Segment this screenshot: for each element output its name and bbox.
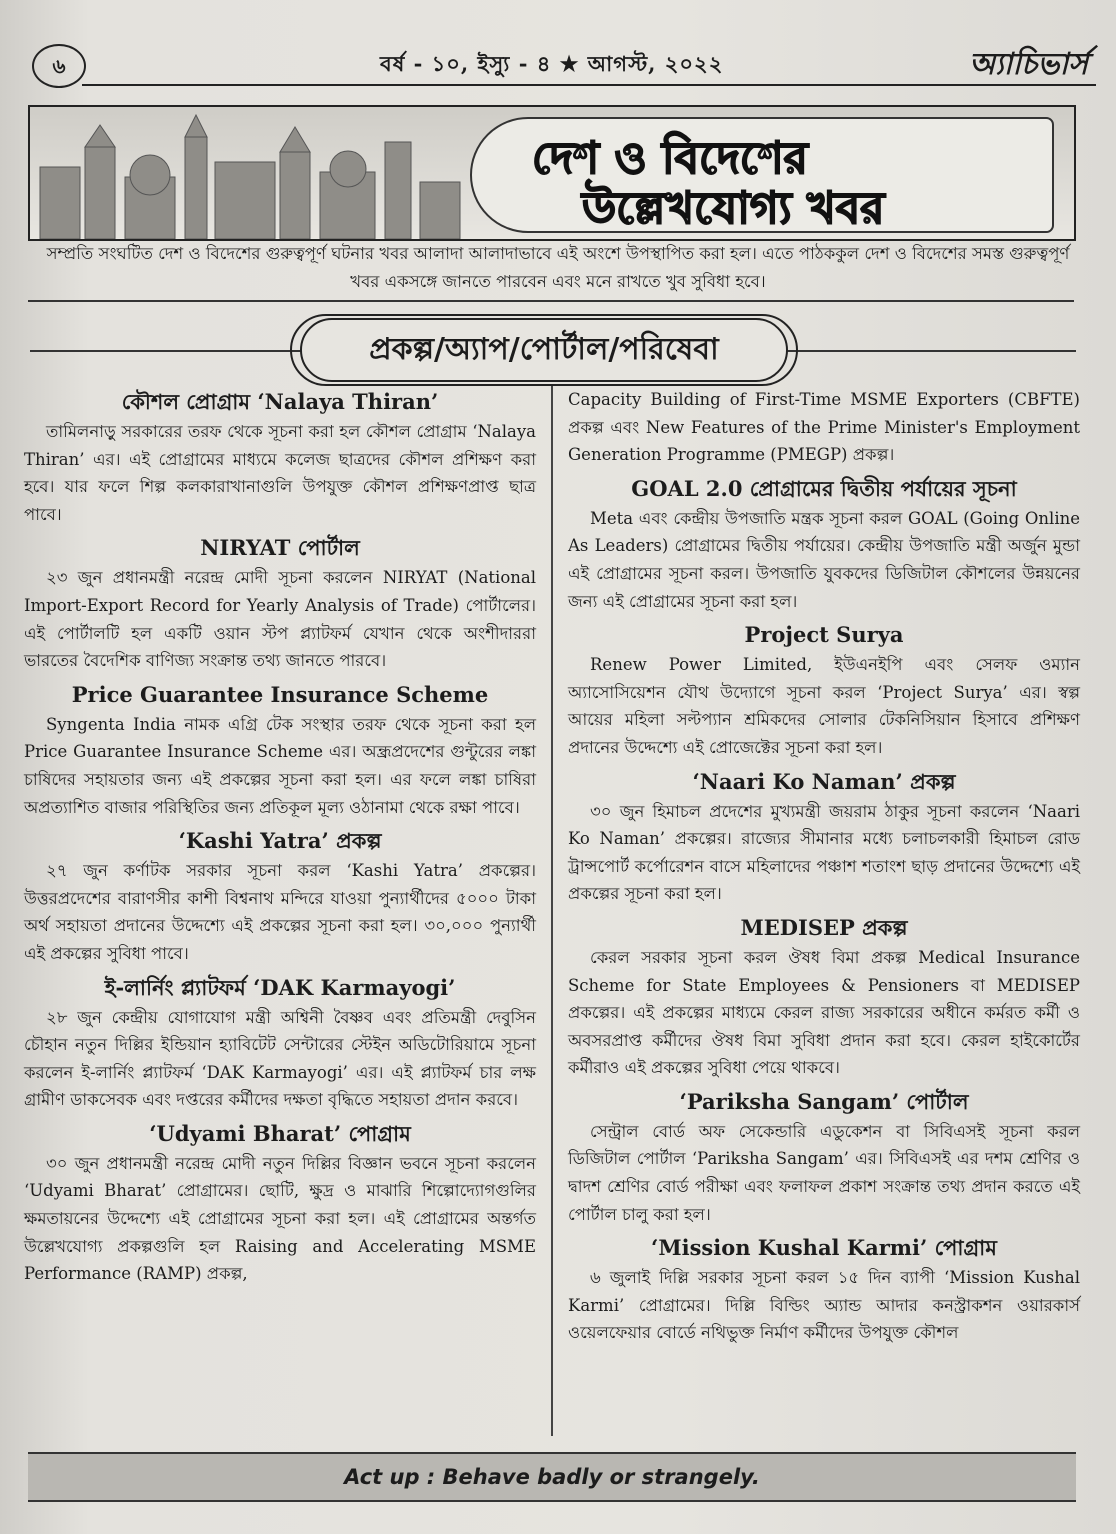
header-rule <box>82 84 1096 86</box>
article <box>24 1118 536 1288</box>
left-column <box>24 386 536 1292</box>
article-body: ৩০ জুন প্রধানমন্ত্রী নরেন্দ্র মোদী নতুন দিল্লির বিজ্ঞান ভবনে সূচনা করলেন ‘Udyami Bharat’ প্রোগ্রামের। ছোটি, ক্ষুদ্র ও মাঝারি শিল্পোদ্যোগগুলির ক্ষমতায়নের উদ্দেশ্যে এই প্রোগ্রামের সূচনা করা হল। এই প্রোগ্রামের অন্তর্গত উল্লেখযোগ্য প্রকল্পগুলি হল Raising and Accelerating MSME Performance (RAMP) প্রকল্প, <box>24 1153 536 1284</box>
article-heading: NIRYAT পোর্টাল <box>200 535 360 561</box>
article-heading: ই-লার্নিং প্ল্যাটফর্ম ‘DAK Karmayogi’ <box>104 974 456 1000</box>
article-body: কেরল সরকার সূচনা করল ঔষধ বিমা প্রকল্প Medical Insurance Scheme for State Employees & Pensioners বা MEDISEP প্রকল্পের। এই প্রকল্পের মাধ্যমে কেরল রাজ্য সরকারের অধীনে কর্মরত কর্মী ও অবসরপ্রাপ্ত কর্মীদের ঔষধ বিমা সুবিধা প্রদান করা হবে। কেরল হাইকোর্টের কর্মীরাও এই প্রকল্পের সুবিধা পেয়ে থাকবে। <box>568 947 1080 1078</box>
banner-title-line2: উল্লেখযোগ্য খবর <box>582 183 885 234</box>
issue-line: বর্ষ - ১০, ইস্যু - ৪ ★ আগস্ট, ২০২২ <box>380 51 724 76</box>
page-header <box>20 34 1096 94</box>
intro-text: সম্প্রতি সংঘটিত দেশ ও বিদেশের গুরুত্বপূর্ণ ঘটনার খবর আলাদা আলাদাভাবে এই অংশে উপস্থাপিত করা হল। এতে পাঠককুল দেশ ও বিদেশের সমস্ত গুরুত্বপূর্ণ খবর একসঙ্গে জানতে পারবেন এবং মনে রাখতে খুব সুবিধা হবে। <box>46 244 1070 291</box>
article <box>24 532 536 674</box>
article-body: ৬ জুলাই দিল্লি সরকার সূচনা করল ১৫ দিন ব্যাপী ‘Mission Kushal Karmi’ প্রোগ্রামের। দিল্লি বিল্ডিং অ্যান্ড আদার কনস্ট্রাকশন ওয়ারকার্স ওয়েলফেয়ার বোর্ডে নথিভুক্ত নির্মাণ কর্মীদের উপযুক্ত কৌশল <box>568 1268 1080 1343</box>
right-column <box>568 386 1080 1351</box>
banner-title-line1: দেশ ও বিদেশের <box>532 133 808 184</box>
article <box>24 679 536 821</box>
news-banner <box>28 105 1076 241</box>
article-body: ৩০ জুন হিমাচল প্রদেশের মুখ্যমন্ত্রী জয়রাম ঠাকুর সূচনা করলেন ‘Naari Ko Naman’ প্রকল্পের। রাজ্যের সীমানার মধ্যে চলাচলকারী হিমাচল রোড ট্রান্সপোর্ট কর্পোরেশন বাসে মহিলাদের পঞ্চাশ শতাংশ ছাড় প্রদানের উদ্দেশ্যে এই প্রকল্পের সূচনা করা হল। <box>568 801 1080 904</box>
article-heading: কৌশল প্রোগ্রাম ‘Nalaya Thiran’ <box>121 389 439 414</box>
article-heading: ‘Kashi Yatra’ প্রকল্প <box>178 828 382 854</box>
article-heading: GOAL 2.0 প্রোগ্রামের দ্বিতীয় পর্যায়ের সূচনা <box>631 475 1017 501</box>
article <box>568 766 1080 908</box>
article-body: ২৩ জুন প্রধানমন্ত্রী নরেন্দ্র মোদী সূচনা করলেন NIRYAT (National Import-Export Record for Yearly Analysis of Trade) পোর্টালের। এই পোর্টালটি হল একটি ওয়ান স্টপ প্ল্যাটফর্ম যেখান থেকে অংশীদাররা ভারতের বৈদেশিক বাণিজ্য সংক্রান্ত তথ্য জানতে পারবে। <box>24 568 536 671</box>
article <box>568 1086 1080 1228</box>
article-heading: ‘Pariksha Sangam’ পোর্টাল <box>679 1088 969 1114</box>
article <box>24 972 536 1114</box>
article-heading: Project Surya <box>744 622 904 648</box>
article-heading: ‘Naari Ko Naman’ প্রকল্প <box>692 768 956 794</box>
article <box>568 619 1080 761</box>
article-body: ২৮ জুন কেন্দ্রীয় যোগাযোগ মন্ত্রী অশ্বিনী বৈষ্ণব এবং প্রতিমন্ত্রী দেবুসিন চৌহান নতুন দিল্লির ইন্ডিয়ান হ্যাবিটেট সেন্টারের স্টেইন অডিটোরিয়ামে সূচনা করলেন ই-লার্নিং প্ল্যাটফর্ম ‘DAK Karmayogi’ এর। এই প্ল্যাটফর্ম চার লক্ষ গ্রামীণ ডাকসেবক এবং দপ্তরের কর্মীদের দক্ষতা বৃদ্ধিতে সহায়তা প্রদান করবে। <box>24 1007 536 1110</box>
article-body: Syngenta India নামক এগ্রি টেক সংস্থার তরফ থেকে সূচনা করা হল Price Guarantee Insurance Scheme এর। অন্ধ্রপ্রদেশের গুন্টুরের লঙ্কা চাষিদের সহায়তার জন্য এই প্রকল্পের সূচনা করা হল। এর ফলে লঙ্কা চাষিরা অপ্রত্যাশিত বাজার পরিস্থিতির জন্য প্রতিকূল মূল্য ওঠানামা থেকে রক্ষা পাবে। <box>24 714 536 817</box>
article-body: তামিলনাড়ু সরকারের তরফ থেকে সূচনা করা হল কৌশল প্রোগ্রাম ‘Nalaya Thiran’ এর। এই প্রোগ্রামের মাধ্যমে কলেজ ছাত্রদের কৌশল প্রশিক্ষণ করা হবে। যার ফলে শিল্প কলকারাখানাগুলি উপযুক্ত কৌশল প্রশিক্ষণপ্রাপ্ত ছাত্র পাবে। <box>24 422 536 524</box>
article-continued <box>568 386 1080 469</box>
article-body: Meta এবং কেন্দ্রীয় উপজাতি মন্ত্রক সূচনা করল GOAL (Going Online As Leaders) প্রোগ্রামের দ্বিতীয় পর্যায়ের। কেন্দ্রীয় উপজাতি মন্ত্রী অর্জুন মুন্ডা এই প্রোগ্রামের সূচনা করল। উপজাতি যুবকদের ডিজিটাল কৌশলের উন্নয়নের জন্য এই প্রোগ্রামের সূচনা করা হল। <box>568 508 1080 611</box>
banner-title <box>470 117 1054 233</box>
brand-logo: অ্যাচিভার্স <box>968 47 1088 82</box>
intro-separator <box>28 300 1074 302</box>
section-title: প্রকল্প/অ্যাপ/পোর্টাল/পরিষেবা <box>300 318 788 382</box>
article <box>568 912 1080 1082</box>
footer-word-tip: Act up : Behave badly or strangely. <box>28 1452 1076 1502</box>
column-divider <box>551 386 553 1436</box>
article <box>24 386 536 528</box>
article-heading: MEDISEP প্রকল্প <box>740 914 908 940</box>
article-body: Renew Power Limited, ইউএনইপি এবং সেলফ ওম্যান অ্যাসোসিয়েশন যৌথ উদ্যোগে সূচনা করল ‘Project Surya’ এর। স্বল্প আয়ের মহিলা সল্টপ্যান শ্রমিকদের সোলার টেকনিসিয়ান হিসাবে প্রশিক্ষণ প্রদানের উদ্দেশ্যে এই প্রোজেক্টের সূচনা করা হল। <box>568 655 1080 757</box>
page-number: ৬ <box>32 44 86 88</box>
article-body: Capacity Building of First-Time MSME Exporters (CBFTE) প্রকল্প এবং New Features of the Prime Minister's Employment Generation Programme (PMEGP) প্রকল্প। <box>568 390 1080 465</box>
article <box>568 473 1080 615</box>
article <box>24 825 536 967</box>
article-body: সেন্ট্রাল বোর্ড অফ সেকেন্ডারি এডুকেশন বা সিবিএসই সূচনা করল ডিজিটাল পোর্টাল ‘Pariksha Sangam’ এর। সিবিএসই এর দশম শ্রেণির ও দ্বাদশ শ্রেণির বোর্ড পরীক্ষা এবং ফলাফল প্রকাশ সংক্রান্ত তথ্য প্রদান করতে এই পোর্টাল চালু করা হল। <box>568 1121 1080 1224</box>
article-body: ২৭ জুন কর্ণাটক সরকার সূচনা করল ‘Kashi Yatra’ প্রকল্পের। উত্তরপ্রদেশের বারাণসীর কাশী বিশ্বনাথ মন্দিরে যাওয়া পুন্যার্থীদের ৫০০০ টাকা অর্থ সহায়তা প্রদানের উদ্দেশ্যে এই প্রকল্পের সূচনা করা হল। ৩০,০০০ পুন্যার্থী এই প্রকল্পের সুবিধা পাবে। <box>24 861 536 963</box>
article-heading: ‘Mission Kushal Karmi’ পোগ্রাম <box>651 1235 997 1261</box>
article-heading: ‘Udyami Bharat’ পোগ্রাম <box>149 1120 411 1146</box>
article <box>568 1232 1080 1347</box>
article-heading: Price Guarantee Insurance Scheme <box>71 681 489 707</box>
